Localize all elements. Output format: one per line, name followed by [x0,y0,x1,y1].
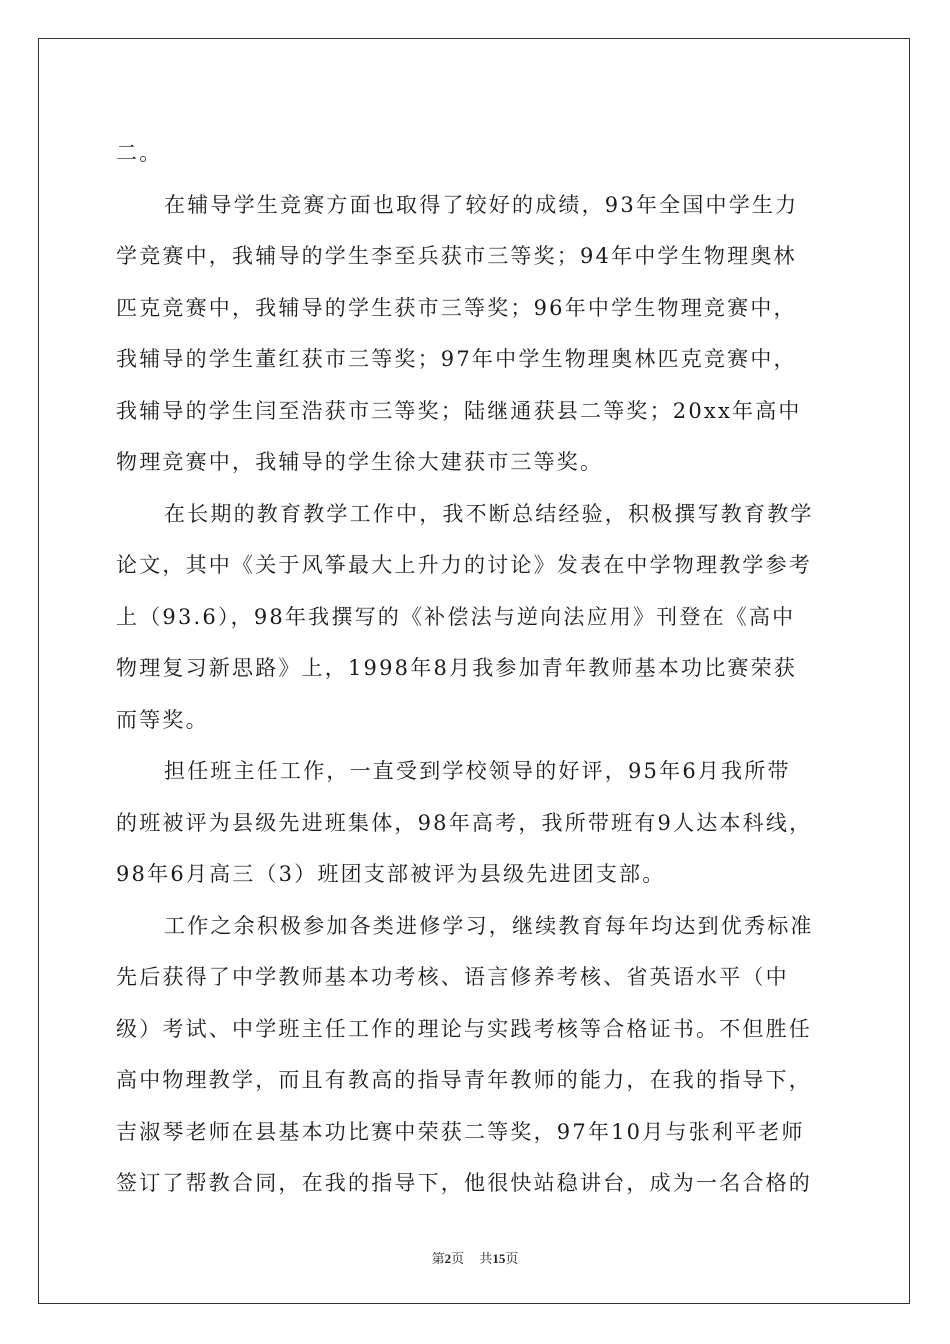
page-suffix: 页 [451,1251,465,1266]
text-line: 我辅导的学生闫至浩获市三等奖；陆继通获县二等奖；20xx年高中 [116,398,802,423]
text-line: 吉淑琴老师在县基本功比赛中荣获二等奖，97年10月与张利平老师 [116,1119,805,1144]
text-line: 98年6月高三（3）班团支部被评为县级先进团支部。 [116,862,666,886]
total-prefix: 共 [479,1251,493,1266]
text-line: 级）考试、中学班主任工作的理论与实践考核等合格证书。不但胜任 [116,1016,812,1041]
text-line: 先后获得了中学教师基本功考核、语言修养考核、省英语水平（中 [116,965,789,989]
text-line: 匹克竞赛中，我辅导的学生获市三等奖；96年中学生物理竞赛中， [116,295,797,320]
text-line: 二。 [116,141,163,165]
text-line: 在辅导学生竞赛方面也取得了较好的成绩，93年全国中学生力 [164,192,799,217]
text-line: 物理复习新思路》上，1998年8月我参加青年教师基本功比赛荣获 [116,656,798,680]
page-indicator [432,1251,465,1266]
page-number: 2 [444,1251,452,1266]
text-line: 在长期的教育教学工作中，我不断总结经验，积极撰写教育教学 [164,501,814,526]
page-prefix: 第 [431,1251,445,1266]
text-line: 学竞赛中，我辅导的学生李至兵获市三等奖；94年中学生物理奥林 [116,244,797,268]
page-footer [0,1248,950,1267]
text-line: 而等奖。 [116,707,209,732]
text-line: 物理竞赛中，我辅导的学生徐大建获市三等奖。 [116,450,604,474]
text-line: 论文，其中《关于风筝最大上升力的讨论》发表在中学物理教学参考 [116,553,812,577]
text-line: 的班被评为县级先进班集体，98年高考，我所带班有9人达本科线， [116,810,813,835]
text-line: 我辅导的学生董红获市三等奖；97年中学生物理奥林匹克竞赛中， [116,347,797,371]
text-line: 签订了帮教合同，在我的指导下，他很快站稳讲台，成为一名合格的 [116,1171,812,1195]
total-number: 15 [492,1251,506,1266]
text-line: 上（93.6），98年我撰写的《补偿法与逆向法应用》刊登在《高中 [116,604,796,629]
text-line: 担任班主任工作，一直受到学校领导的好评，95年6月我所带 [164,759,791,783]
total-suffix: 页 [505,1251,519,1266]
document-body [116,128,836,1210]
text-line: 高中物理教学，而且有教高的指导青年教师的能力，在我的指导下， [116,1068,812,1092]
total-indicator [479,1251,518,1266]
text-line: 工作之余积极参加各类进修学习，继续教育每年均达到优秀标准 [164,913,814,938]
